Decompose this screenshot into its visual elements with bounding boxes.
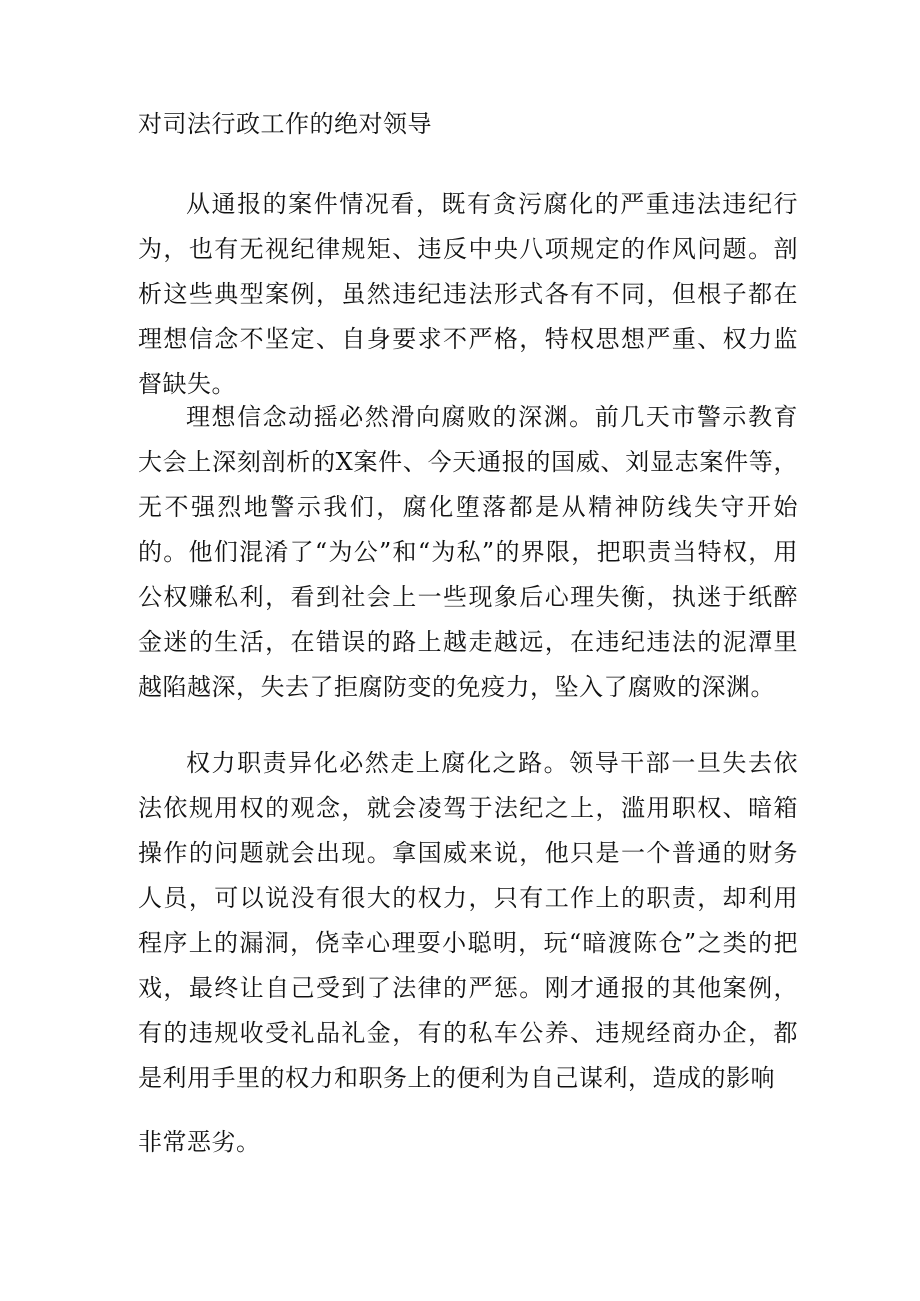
paragraph-power-alienation: 权力职责异化必然走上腐化之路。领导干部一旦失去依法依规用权的观念，就会凌驾于法纪之上，滥用职权、暗箱操作的问题就会出现。拿国威来说，他只是一个普通的财务人员，可以说没有很大的权力，只有工作上的职责，却利用程序上的漏洞，侥幸心理耍小聪明，玩“暗渡陈仓”之类的把戏，最终让自己受到了法律的严惩。刚才通报的其他案例，有的违规收受礼品礼金，有的私车公养、违规经商办企，都是利用手里的权力和职务上的便利为自己谋利，造成的影响 [138, 749, 798, 1092]
trailing-fragment: 非常恶劣。 [138, 1128, 261, 1156]
paragraph-case-overview: 从通报的案件情况看，既有贪污腐化的严重违法违纪行为，也有无视纪律规矩、违反中央八项规定的作风问题。剖析这些典型案例，虽然违纪违法形式各有不同，但根子都在理想信念不坚定、自身要求不严格，特权思想严重、权力监督缺失。 [138, 190, 798, 398]
paragraph-ideals-wavering: 理想信念动摇必然滑向腐败的深渊。前几天市警示教育大会上深刻剖析的X案件、今天通报的国威、刘显志案件等，无不强烈地警示我们，腐化堕落都是从精神防线失守开始的。他们混淆了“为公”和“为私”的界限，把职责当特权，用公权赚私利，看到社会上一些现象后心理失衡，执迷于纸醉金迷的生活，在错误的路上越走越远，在违纪违法的泥潭里越陷越深，失去了拒腐防变的免疫力，坠入了腐败的深渊。 [138, 403, 798, 701]
lead-fragment: 对司法行政工作的绝对领导 [138, 110, 432, 138]
